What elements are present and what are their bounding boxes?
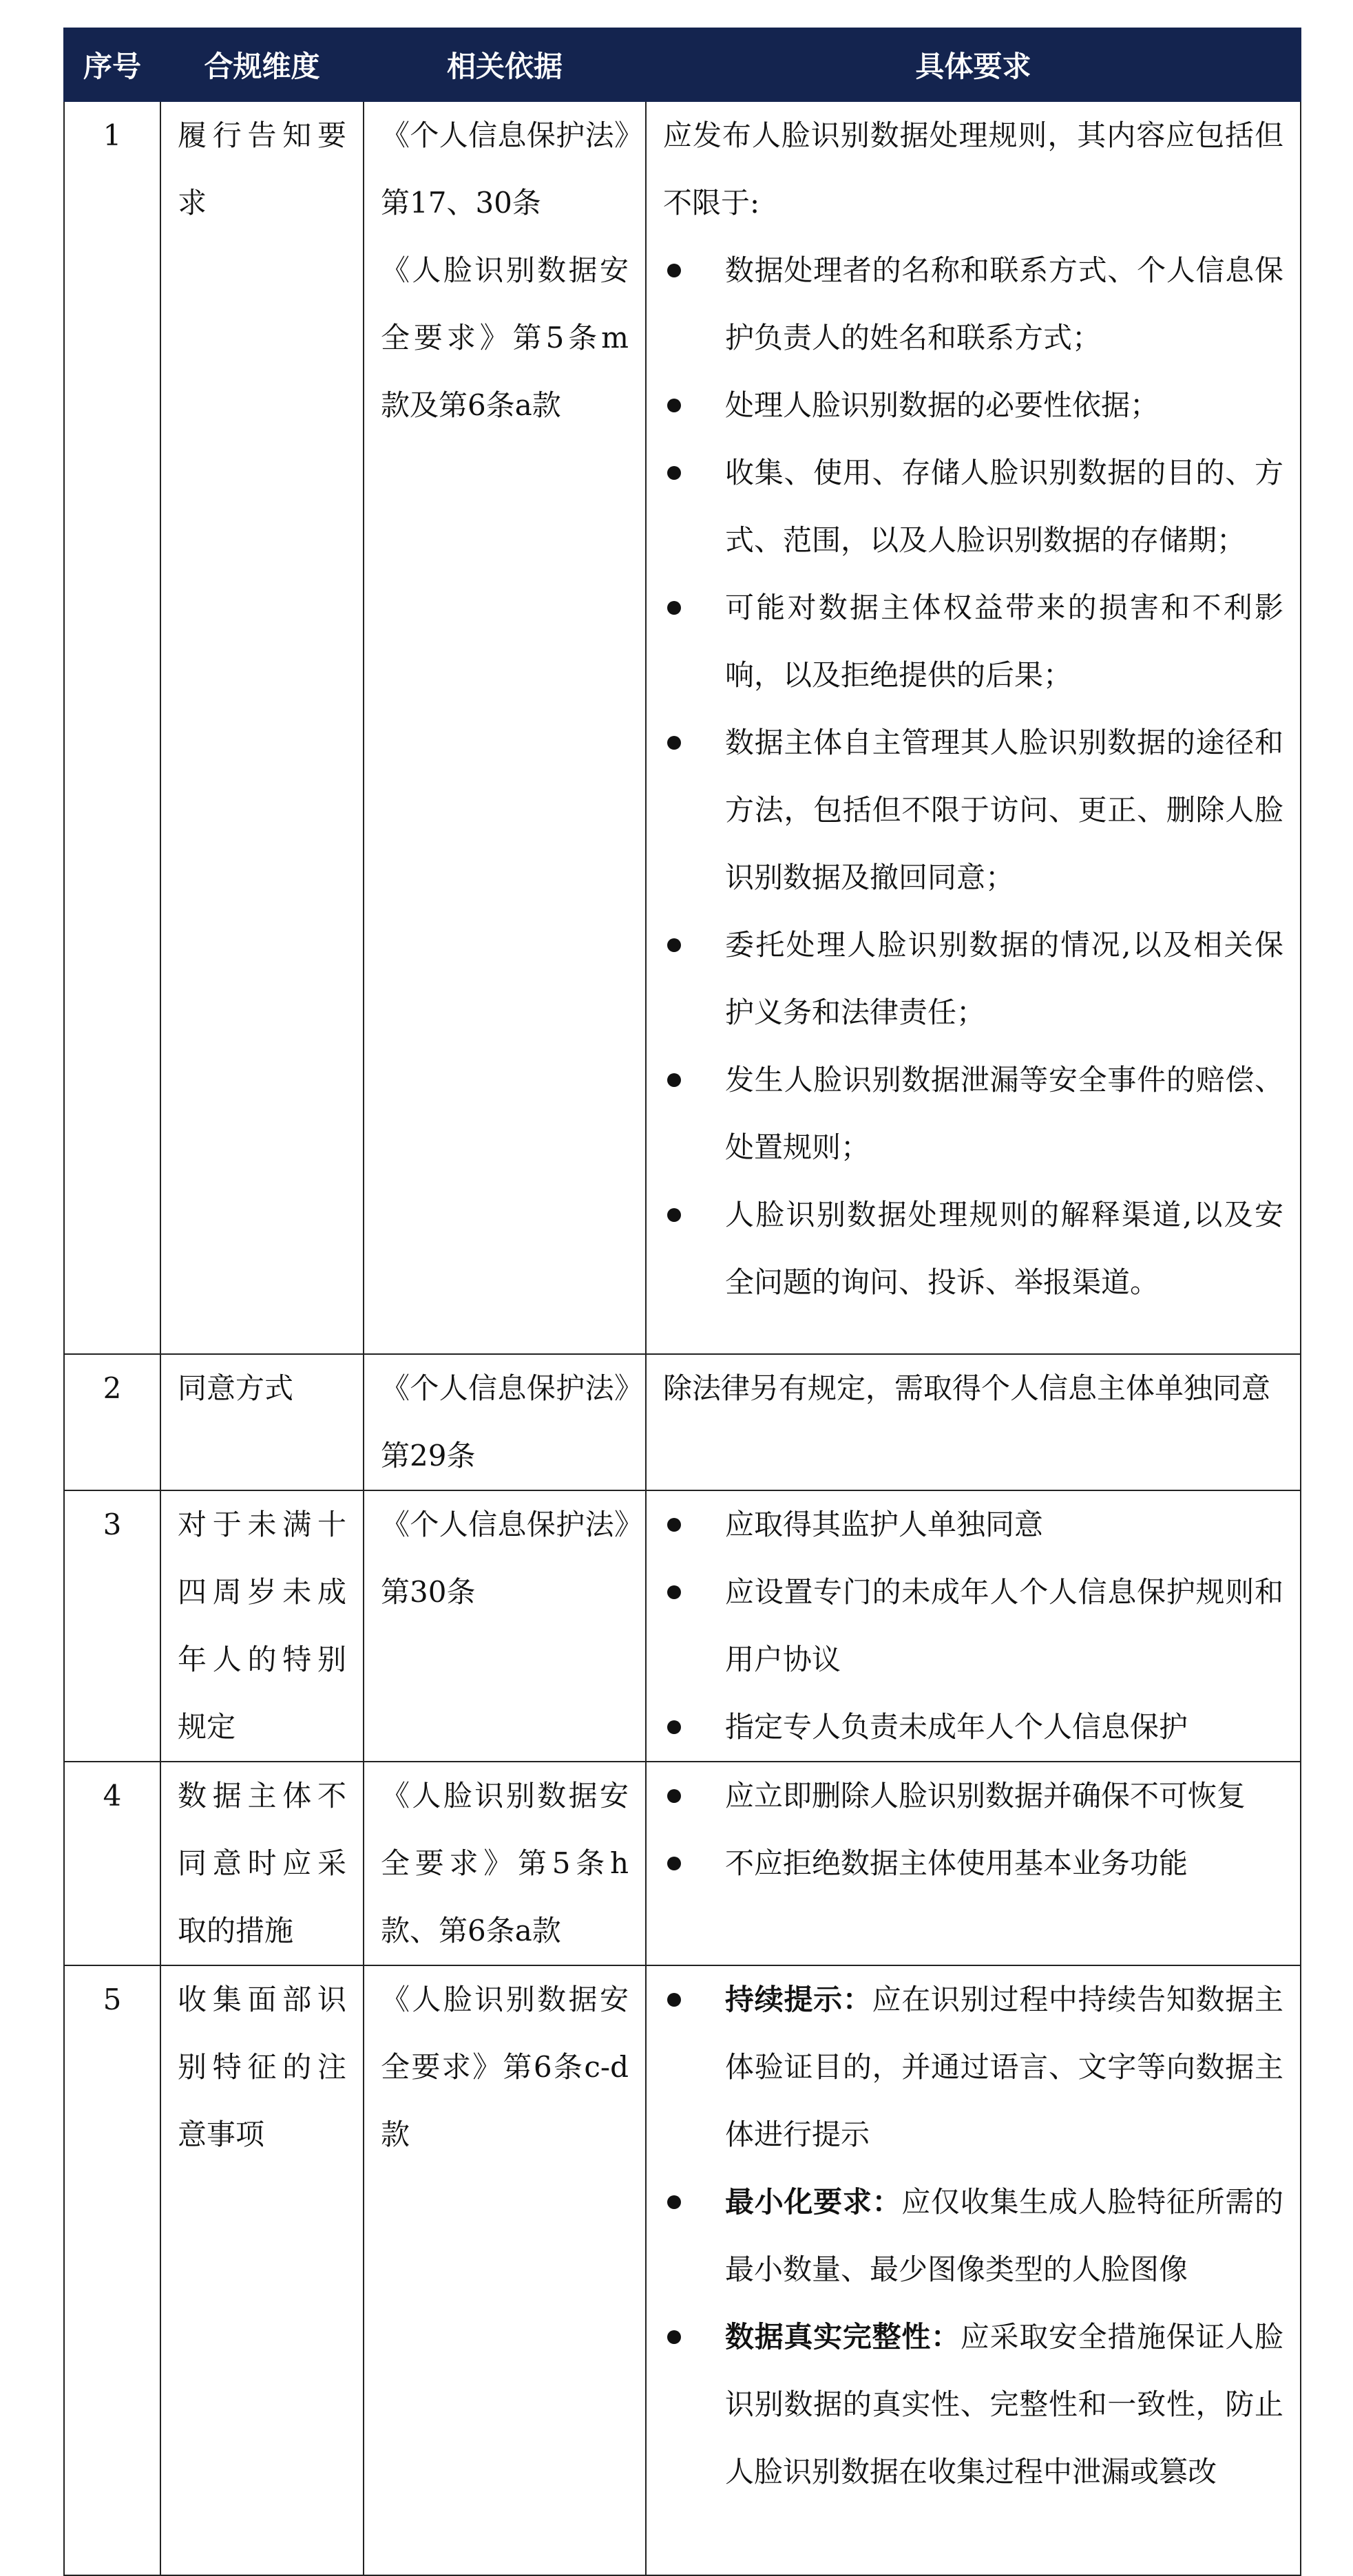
requirement-list: [663, 1491, 1283, 1761]
bullet-icon: [667, 1585, 681, 1599]
row-number: 3: [64, 1490, 160, 1762]
list-item-text: 不应拒绝数据主体使用基本业务功能: [725, 1846, 1188, 1880]
table-row: [64, 1965, 1301, 2575]
list-item: [663, 1693, 1283, 1761]
row-requirements: [646, 1965, 1301, 2575]
list-item-text: 应立即删除人脸识别数据并确保不可恢复: [725, 1779, 1246, 1813]
bullet-icon: [667, 1720, 681, 1734]
list-item-text: 可能对数据主体权益带来的损害和不利影响，以及拒绝提供的后果；: [725, 591, 1283, 692]
row-number: 2: [64, 1354, 160, 1490]
row-dimension: 同意方式: [160, 1354, 364, 1490]
list-item: [663, 1181, 1283, 1316]
list-item: [663, 372, 1283, 439]
list-item: [663, 911, 1283, 1046]
list-item-text: 应采取安全措施保证人脸识别数据的真实性、完整性和一致性，防止人脸识别数据在收集过程中泄漏或篡改: [725, 2320, 1283, 2489]
list-item: [663, 2303, 1283, 2506]
list-item: [663, 1491, 1283, 1559]
list-item-text: 指定专人负责未成年人个人信息保护: [725, 1710, 1188, 1744]
list-item: [663, 1559, 1283, 1693]
basis-item: 《人脸识别数据安全要求》第6条c-d款: [381, 1983, 629, 2151]
list-item-text: 应取得其监护人单独同意: [725, 1508, 1044, 1541]
header-requirements: 具体要求: [646, 28, 1301, 101]
list-item-text: 数据处理者的名称和联系方式、个人信息保护负责人的姓名和联系方式；: [725, 253, 1283, 355]
bullet-icon: [667, 1073, 681, 1087]
row-requirements: [646, 1762, 1301, 1965]
list-item: [663, 2168, 1283, 2303]
bullet-icon: [667, 938, 681, 952]
row-basis: [364, 1490, 646, 1762]
list-item: [663, 709, 1283, 911]
list-item-heading: 最小化要求：: [725, 2185, 902, 2219]
list-item-text: 处理人脸识别数据的必要性依据；: [725, 388, 1160, 422]
list-item-text: 应设置专门的未成年人个人信息保护规则和用户协议: [725, 1575, 1283, 1676]
list-item-heading: 数据真实完整性：: [725, 2320, 961, 2354]
bullet-icon: [667, 1518, 681, 1532]
row-basis: [364, 1354, 646, 1490]
row-number: 5: [64, 1965, 160, 2575]
list-item: [663, 237, 1283, 372]
requirement-list: [663, 237, 1283, 1316]
row-basis: [364, 1965, 646, 2575]
bullet-icon: [667, 2330, 681, 2344]
header-basis: 相关依据: [364, 28, 646, 101]
table-header-row: [64, 28, 1301, 101]
list-item-text: 发生人脸识别数据泄漏等安全事件的赔偿、处置规则；: [725, 1063, 1283, 1164]
header-dimension: 合规维度: [160, 28, 364, 101]
list-item-text: 应仅收集生成人脸特征所需的最小数量、最少图像类型的人脸图像: [725, 2185, 1283, 2286]
row-dimension: 对于未满十四周岁未成年人的特别规定: [160, 1490, 364, 1762]
bullet-icon: [667, 2195, 681, 2209]
row-basis: [364, 1762, 646, 1965]
list-item-text: 应在识别过程中持续告知数据主体验证目的，并通过语言、文字等向数据主体进行提示: [725, 1983, 1283, 2151]
row-dimension: 收集面部识别特征的注意事项: [160, 1965, 364, 2575]
basis-item: 《个人信息保护法》第30条: [381, 1508, 629, 1609]
bullet-icon: [667, 736, 681, 750]
row-requirements: [646, 1354, 1301, 1490]
row-basis: [364, 101, 646, 1354]
row-dimension: 数据主体不同意时应采取的措施: [160, 1762, 364, 1965]
row-requirements: [646, 101, 1301, 1354]
row-number: 4: [64, 1762, 160, 1965]
basis-item: 《个人信息保护法》第17、30条: [381, 118, 629, 220]
row-requirements: [646, 1490, 1301, 1762]
list-item-text: 人脸识别数据处理规则的解释渠道,以及安全问题的询问、投诉、举报渠道。: [725, 1198, 1283, 1299]
bullet-icon: [667, 1993, 681, 2007]
list-item-heading: 持续提示：: [725, 1983, 872, 2016]
list-item-text: 收集、使用、存储人脸识别数据的目的、方式、范围，以及人脸识别数据的存储期；: [725, 456, 1283, 557]
header-seq: 序号: [64, 28, 160, 101]
table-row: [64, 101, 1301, 1354]
requirement-list: [663, 1966, 1283, 2506]
basis-item: 《个人信息保护法》第29条: [381, 1371, 629, 1472]
requirement-list: [663, 1762, 1283, 1897]
bullet-icon: [667, 1208, 681, 1222]
compliance-table: [63, 28, 1301, 2576]
list-item: [663, 1966, 1283, 2168]
basis-item: 《人脸识别数据安全要求》第5条m款及第6条a款: [381, 253, 629, 422]
row-number: 1: [64, 101, 160, 1354]
list-item: [663, 439, 1283, 574]
requirement-intro: 除法律另有规定，需取得个人信息主体单独同意: [663, 1371, 1271, 1405]
bullet-icon: [667, 466, 681, 480]
table-row: [64, 1354, 1301, 1490]
bullet-icon: [667, 1789, 681, 1803]
bullet-icon: [667, 399, 681, 412]
list-item-text: 数据主体自主管理其人脸识别数据的途径和方法，包括但不限于访问、更正、删除人脸识别数据及撤回同意；: [725, 726, 1283, 894]
list-item: [663, 574, 1283, 709]
bullet-icon: [667, 264, 681, 277]
list-item: [663, 1762, 1283, 1830]
table-row: [64, 1490, 1301, 1762]
bullet-icon: [667, 1857, 681, 1870]
table-row: [64, 1762, 1301, 1965]
row-dimension: 履行告知要求: [160, 101, 364, 1354]
list-item-text: 委托处理人脸识别数据的情况,以及相关保护义务和法律责任；: [725, 928, 1283, 1029]
requirement-intro: 应发布人脸识别数据处理规则，其内容应包括但不限于:: [663, 118, 1283, 220]
list-item: [663, 1046, 1283, 1181]
list-item: [663, 1830, 1283, 1897]
basis-item: 《人脸识别数据安全要求》第5条h款、第6条a款: [381, 1779, 629, 1947]
bullet-icon: [667, 601, 681, 615]
